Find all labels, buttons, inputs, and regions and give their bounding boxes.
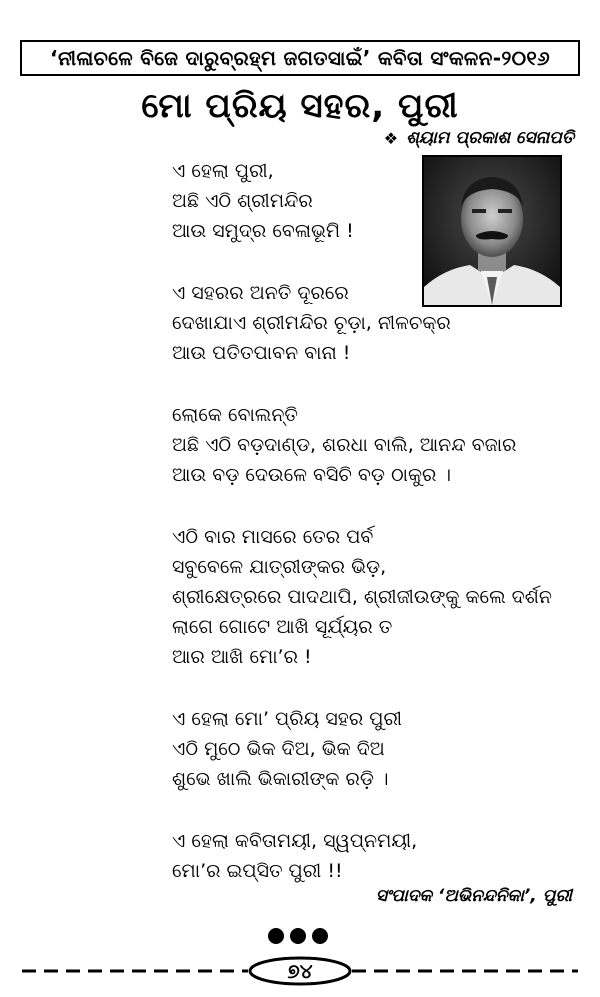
poem-line: ଏଠି ମୁଠେ ଭିକ ଦିଅ, ଭିକ ଦିଅ: [172, 738, 385, 760]
page-number: ୭୪: [287, 959, 313, 983]
poem-stanza: [172, 522, 572, 672]
poem-line: ଏଠି ବାର ମାସରେ ତେର ପର୍ବ: [172, 526, 374, 548]
poem-line: ଦେଖାଯାଏ ଶ୍ରୀମନ୍ଦିର ଚୂଡ଼ା, ନୀଳଚକ୍ର: [172, 312, 451, 334]
poem-line: ଆଉ ସମୁଦ୍ର ବେଳାଭୂମି !: [172, 220, 354, 242]
poem-line: ଶ୍ରୀକ୍ଷେତ୍ରରେ ପାଦଥାପି, ଶ୍ରୀଜୀଉଙ୍କୁ କଲେ ଦର୍ଶନ: [172, 586, 552, 608]
anthology-banner-text: ‘ନୀଳାଚଳେ ବିଜେ ଦାରୁବ୍ରହ୍ମ ଜଗତସାଇଁ’ କବିତା ସଂକଳନ-୨୦୧୬: [50, 46, 550, 70]
poem-body: [172, 156, 572, 918]
anthology-banner: [20, 40, 580, 76]
poem-stanza: [172, 400, 572, 490]
poem-stanza: [172, 156, 572, 246]
poem-line: ଆର ଆଖି ମୋ’ର !: [172, 646, 312, 668]
diamond-bullet-icon: ❖: [383, 128, 399, 148]
poem-line: ଆଉ ପତିତପାବନ ବାନା !: [172, 342, 351, 364]
ornament-dot-icon: [312, 928, 328, 944]
ornament-dot-icon: [290, 928, 306, 944]
poem-stanza: [172, 704, 572, 794]
author-name: ଶ୍ୟାମ ପ୍ରକାଶ ସେନାପତି: [406, 128, 574, 148]
poem-line: ଲୋକେ ବୋଲନ୍ତି: [172, 404, 298, 426]
poem-line: ଏ ସହରର ଅନତି ଦୂରରେ: [172, 282, 349, 304]
poem-line: ଶୁଭେ ଖାଲି ଭିକାରୀଙ୍କ ରଡ଼ି ।: [172, 768, 389, 790]
poem-line: ମୋ’ର ଇପ୍‌ସିତ ପୁରୀ !!: [172, 860, 343, 882]
poem-line: ଏ ହେଲା ମୋ’ ପ୍ରିୟ ସହର ପୁରୀ: [172, 708, 403, 730]
poem-line: ଏ ହେଲା କବିତାମୟୀ, ସ୍ୱପ୍ନମୟୀ,: [172, 830, 418, 852]
poem-line: ସବୁବେଳେ ଯାତ୍ରୀଙ୍କର ଭିଡ଼,: [172, 556, 387, 578]
poem-line: ଅଛି ଏଠି ଶ୍ରୀମନ୍ଦିର: [172, 190, 313, 212]
page-footer: [22, 956, 578, 986]
poem-stanza: [172, 278, 572, 368]
poem-line: ଏ ହେଲା ପୁରୀ,: [172, 160, 274, 182]
ornament-dot-icon: [268, 928, 284, 944]
poem-title: ମୋ ପ୍ରିୟ ସହର, ପୁରୀ: [141, 86, 459, 126]
poem-line: ଆଉ ବଡ଼ ଦେଉଳେ ବସିଚି ବଡ଼ ଠାକୁର ।: [172, 464, 452, 486]
poet-affiliation: ସଂପାଦକ ‘ଅଭିନନ୍ଦନିକା’, ପୁରୀ: [375, 886, 572, 906]
poem-line: ଲାଗେ ଗୋଟେ ଆଖି ସୂର୍ଯ୍ୟର ତ: [172, 616, 393, 638]
ornament-dots: [268, 928, 328, 944]
author-line: [384, 128, 574, 148]
poem-line: ଅଛି ଏଠି ବଡ଼ଦାଣ୍ଡ, ଶରଧା ବାଲି, ଆନନ୍ଦ ବଜାର: [172, 434, 517, 456]
poem-stanza: [172, 826, 572, 886]
